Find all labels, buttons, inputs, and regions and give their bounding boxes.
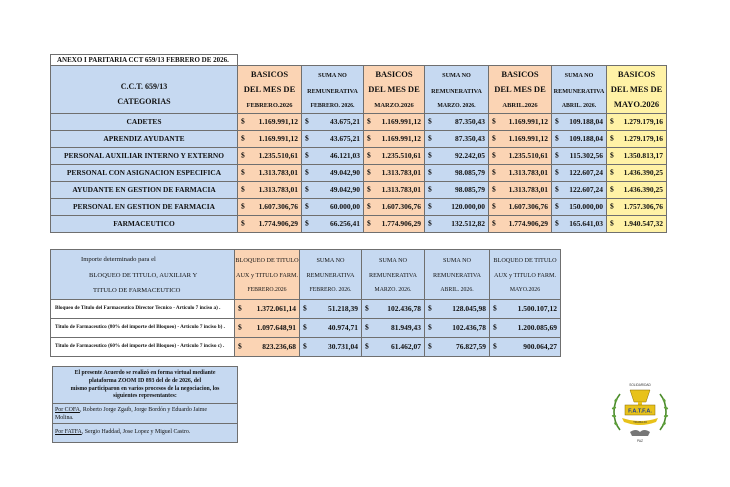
logo-bottom-text: PAZ (637, 439, 643, 443)
amount-value: 132.512,82 (451, 218, 485, 228)
salary-cell (364, 182, 425, 199)
category-name: CADETES (51, 114, 238, 131)
column-header-line: SUMA NO (316, 257, 345, 264)
table-row (51, 319, 561, 338)
amount-value: 109.188,04 (569, 116, 603, 126)
currency-symbol: $ (428, 322, 432, 332)
currency-symbol: $ (428, 184, 432, 194)
salary-cell (425, 199, 489, 216)
amount-value: 30.731,04 (328, 341, 358, 351)
currency-symbol: $ (241, 133, 245, 143)
currency-symbol: $ (365, 341, 369, 351)
column-header-line: MARZO. 2026. (374, 287, 412, 294)
salary-cell (238, 131, 302, 148)
amount-value: 49.042,90 (330, 167, 360, 177)
logo-top-text: SOLIDARIDAD (629, 383, 651, 387)
amount-value: 1.940.547,32 (623, 218, 664, 228)
column-header (238, 66, 302, 114)
category-name: AYUDANTE EN GESTION DE FARMACIA (51, 182, 238, 199)
column-header-line: MARZO. 2026. (437, 103, 476, 110)
amount-value: 49.042,90 (330, 184, 360, 194)
column-header-line: REMUNERATIVA (306, 272, 355, 280)
salary-cell (552, 165, 607, 182)
amount-value: 98.085,79 (455, 184, 485, 194)
column-header-line: FEBRERO.2026 (247, 287, 287, 294)
column-header-line: DEL MES DE (610, 83, 663, 94)
currency-symbol: $ (305, 116, 309, 126)
amount-cell (300, 338, 362, 357)
column-header-line: BASICOS (501, 69, 539, 79)
table-row (51, 216, 667, 233)
amount-cell (235, 319, 300, 338)
currency-symbol: $ (238, 303, 242, 313)
amount-value: 1.169.991,12 (258, 116, 298, 126)
currency-symbol: $ (367, 201, 371, 211)
salary-cell (607, 131, 667, 148)
salary-table (50, 54, 667, 233)
amount-value: 1.313.783,01 (508, 184, 548, 194)
column-header-line: AUX y TITULO FARM. (494, 272, 556, 280)
salary-cell (364, 131, 425, 148)
salary-cell (302, 131, 364, 148)
salary-cell (489, 165, 552, 182)
amount-cell (362, 300, 425, 319)
salary-cell (238, 148, 302, 165)
categories-header (51, 66, 238, 114)
currency-symbol: $ (555, 167, 559, 177)
amount-value: 1.774.906,29 (381, 218, 421, 228)
amount-cell (490, 319, 561, 338)
salary-cell (364, 148, 425, 165)
salary-cell (552, 131, 607, 148)
salary-cell (552, 114, 607, 131)
salary-cell (607, 148, 667, 165)
amount-cell (235, 338, 300, 357)
currency-symbol: $ (238, 341, 242, 351)
amount-value: 1.313.783,01 (508, 167, 548, 177)
amount-cell (490, 300, 561, 319)
amount-value: 1.200.085,69 (517, 322, 557, 332)
amount-value: 61.462,07 (391, 341, 421, 351)
currency-symbol: $ (555, 218, 559, 228)
amount-value: 115.302,56 (569, 150, 603, 160)
salary-cell (425, 131, 489, 148)
column-header-line: SUMA NO (442, 72, 471, 79)
currency-symbol: $ (305, 150, 309, 160)
currency-symbol: $ (365, 322, 369, 332)
fatfa-names: , Sergio Haddad, Jose Lopez y Miguel Castro. (81, 429, 191, 435)
currency-symbol: $ (367, 133, 371, 143)
amount-value: 1.313.783,01 (258, 167, 298, 177)
note-line-3: mismo participaron en varios procesos de la negociacion, los (70, 385, 220, 392)
currency-symbol: $ (303, 322, 307, 332)
salary-cell (302, 114, 364, 131)
salary-cell (425, 165, 489, 182)
amount-cell (235, 300, 300, 319)
amount-value: 823.236,68 (262, 341, 296, 351)
fatfa-representatives (53, 424, 237, 442)
salary-cell (302, 148, 364, 165)
column-header (302, 66, 364, 114)
amount-value: 1.313.783,01 (381, 167, 421, 177)
amount-value: 46.121,03 (330, 150, 360, 160)
salary-cell (302, 216, 364, 233)
amount-value: 87.350,43 (455, 133, 485, 143)
amount-value: 1.169.991,12 (258, 133, 298, 143)
column-header-line: BLOQUEO DE TITULO (493, 257, 557, 264)
currency-symbol: $ (555, 116, 559, 126)
amount-value: 128.045,98 (452, 303, 486, 313)
salary-cell (489, 216, 552, 233)
salary-cell (238, 199, 302, 216)
currency-symbol: $ (610, 218, 614, 228)
category-name: PERSONAL AUXILIAR INTERNO Y EXTERNO (51, 148, 238, 165)
column-header-line: ABRIL. 2026. (440, 287, 474, 294)
amount-value: 150.000,00 (569, 201, 603, 211)
currency-symbol: $ (492, 116, 496, 126)
fatfa-logo (608, 378, 672, 444)
amount-value: 1.279.179,16 (623, 116, 664, 126)
salary-cell (489, 199, 552, 216)
table-row (51, 338, 561, 357)
salary-cell (552, 199, 607, 216)
table-row (51, 300, 561, 319)
amount-value: 109.188,04 (569, 133, 603, 143)
currency-symbol: $ (492, 201, 496, 211)
currency-symbol: $ (305, 167, 309, 177)
amount-value: 1.097.648,91 (256, 322, 296, 332)
column-header-line: REMUNERATIVA (553, 88, 605, 96)
amount-value: 1.774.906,29 (508, 218, 548, 228)
salary-cell (425, 182, 489, 199)
amount-cell (300, 300, 362, 319)
amount-value: 92.242,05 (455, 150, 485, 160)
currency-symbol: $ (555, 201, 559, 211)
amount-value: 102.436,78 (452, 322, 486, 332)
currency-symbol: $ (305, 218, 309, 228)
column-header-line: DEL MES DE (368, 83, 420, 94)
salary-cell (302, 199, 364, 216)
note-intro (53, 367, 237, 404)
column-header-line: DEL MES DE (243, 83, 296, 94)
amount-cell (300, 319, 362, 338)
amount-value: 1.169.991,12 (508, 116, 548, 126)
amount-value: 51.218,39 (328, 303, 358, 313)
amount-value: 1.235.510,61 (381, 150, 421, 160)
column-header (425, 66, 489, 114)
salary-cell (364, 165, 425, 182)
salary-cell (489, 182, 552, 199)
currency-symbol: $ (428, 133, 432, 143)
salary-cell (489, 114, 552, 131)
title-block-header (51, 250, 235, 300)
row-description: Bloqueo de Titulo del Farmaceutico Director Tecnico - Articulo 7 inciso a) . (51, 300, 235, 319)
salary-cell (364, 114, 425, 131)
amount-value: 43.675,21 (330, 116, 360, 126)
column-header-line: DEL MES DE (494, 83, 546, 94)
currency-symbol: $ (428, 150, 432, 160)
column-header-line: FEBRERO.2026 (246, 101, 293, 109)
currency-symbol: $ (305, 184, 309, 194)
currency-symbol: $ (303, 341, 307, 351)
amount-value: 1.235.510,61 (258, 150, 298, 160)
currency-symbol: $ (241, 167, 245, 177)
amount-value: 1.235.510,61 (508, 150, 548, 160)
currency-symbol: $ (305, 201, 309, 211)
currency-symbol: $ (555, 150, 559, 160)
currency-symbol: $ (428, 201, 432, 211)
salary-cell (425, 216, 489, 233)
amount-value: 1.279.179,16 (623, 133, 664, 143)
currency-symbol: $ (241, 150, 245, 160)
title-block-table (50, 249, 561, 357)
amount-value: 1.313.783,01 (258, 184, 298, 194)
currency-symbol: $ (305, 133, 309, 143)
fatfa-label: Por FATFA (55, 429, 82, 435)
currency-symbol: $ (367, 167, 371, 177)
amount-value: 98.085,79 (455, 167, 485, 177)
amount-value: 120.000,00 (451, 201, 485, 211)
row-description: Titulo de Farmaceutico (80% del importe del Bloqueo) - Articulo 7 inciso b) . (51, 319, 235, 338)
amount-value: 66.256,41 (330, 218, 360, 228)
salary-cell (607, 114, 667, 131)
logo-ribbon-text: TRABAJO (633, 420, 647, 424)
column-header (425, 250, 490, 300)
salary-cell (364, 216, 425, 233)
salary-cell (425, 114, 489, 131)
amount-value: 81.949,43 (391, 322, 421, 332)
cct-label: C.C.T. 659/13 (120, 82, 168, 91)
column-header-line: AUX y TITULO FARM. (236, 272, 298, 280)
cofa-representatives (53, 404, 237, 424)
amount-value: 102.436,78 (387, 303, 421, 313)
amount-value: 1.350.813,17 (623, 150, 664, 160)
salary-cell (607, 216, 667, 233)
currency-symbol: $ (428, 218, 432, 228)
salary-cell (238, 114, 302, 131)
currency-symbol: $ (610, 133, 614, 143)
currency-symbol: $ (238, 322, 242, 332)
amount-value: 1.436.390,25 (623, 167, 664, 177)
amount-value: 1.372.061,14 (256, 303, 296, 313)
column-header-line: REMUNERATIVA (431, 88, 482, 96)
column-header (364, 66, 425, 114)
category-name: PERSONAL CON ASIGNACION ESPECIFICA (51, 165, 238, 182)
column-header (235, 250, 300, 300)
salary-cell (425, 148, 489, 165)
currency-symbol: $ (241, 218, 245, 228)
currency-symbol: $ (428, 116, 432, 126)
column-header-line: ABRIL.2026 (502, 101, 538, 109)
currency-symbol: $ (367, 218, 371, 228)
amount-value: 1.169.991,12 (508, 133, 548, 143)
note-line-1: El presente Acuerdo se realizó en forma virtual mediante (74, 370, 216, 376)
currency-symbol: $ (610, 116, 614, 126)
salary-cell (489, 131, 552, 148)
table-row (51, 199, 667, 216)
annex-title: ANEXO I PARITARIA CCT 659/13 FEBRERO DE 2026. (51, 55, 238, 66)
amount-value: 900.064,27 (523, 341, 557, 351)
amount-cell (362, 338, 425, 357)
currency-symbol: $ (303, 303, 307, 313)
salary-cell (364, 199, 425, 216)
column-header-line: BASICOS (375, 69, 413, 79)
amount-cell (362, 319, 425, 338)
salary-cell (552, 148, 607, 165)
currency-symbol: $ (492, 218, 496, 228)
salary-cell (552, 182, 607, 199)
column-header-line: MARZO.2026 (374, 101, 414, 109)
amount-value: 1.169.991,12 (381, 133, 421, 143)
column-header-line: BASICOS (617, 69, 656, 79)
currency-symbol: $ (367, 150, 371, 160)
column-header (300, 250, 362, 300)
amount-value: 1.500.107,12 (517, 303, 557, 313)
amount-value: 76.827,59 (456, 341, 486, 351)
currency-symbol: $ (555, 184, 559, 194)
column-header-line: FEBRERO. 2026. (309, 287, 352, 294)
amount-value: 1.607.306,76 (381, 201, 421, 211)
amount-value: 1.607.306,76 (258, 201, 298, 211)
currency-symbol: $ (367, 184, 371, 194)
column-header-line: SUMA NO (564, 72, 594, 79)
note-line-2: plataforma ZOOM ID 893 del de de 2026, del (88, 377, 202, 384)
header-line-3: TITULO DE FARMACEUTICO (93, 287, 181, 295)
column-header-line: MAYO.2026 (509, 287, 541, 294)
column-header-line: ABRIL. 2026. (561, 103, 597, 110)
amount-value: 87.350,43 (455, 116, 485, 126)
column-header-line: SUMA NO (378, 257, 408, 264)
salary-cell (607, 199, 667, 216)
amount-value: 43.675,21 (330, 133, 360, 143)
logo-center-text: F.A.T.F.A. (628, 408, 652, 415)
category-name: FARMACEUTICO (51, 216, 238, 233)
categorias-label: CATEGORIAS (117, 97, 171, 107)
salary-cell (552, 216, 607, 233)
row-description: Titulo de Farmaceutico (60% del importe del Bloqueo) - Articulo 7 inciso c) . (51, 338, 235, 357)
salary-cell (238, 216, 302, 233)
currency-symbol: $ (492, 133, 496, 143)
salary-cell (607, 165, 667, 182)
amount-value: 1.757.306,76 (623, 201, 664, 211)
amount-cell (490, 338, 561, 357)
column-header-line: FEBRERO. 2026. (310, 103, 355, 110)
currency-symbol: $ (610, 167, 614, 177)
amount-value: 1.774.906,29 (258, 218, 298, 228)
header-line-2: BLOQUEO DE TITULO, AUXILIAR Y (89, 271, 198, 279)
column-header (607, 66, 667, 114)
column-header (490, 250, 561, 300)
cofa-names-2: Molina. (55, 414, 74, 421)
amount-value: 122.607,24 (569, 184, 603, 194)
salary-cell (489, 148, 552, 165)
column-header-line: REMUNERATIVA (368, 272, 417, 280)
currency-symbol: $ (241, 201, 245, 211)
currency-symbol: $ (493, 341, 497, 351)
currency-symbol: $ (428, 303, 432, 313)
table-row (51, 114, 667, 131)
salary-cell (238, 182, 302, 199)
amount-cell (425, 300, 490, 319)
currency-symbol: $ (492, 184, 496, 194)
column-header-line: REMUNERATIVA (432, 272, 481, 280)
amount-value: 1.436.390,25 (623, 184, 664, 194)
amount-value: 1.313.783,01 (381, 184, 421, 194)
column-header-line: SUMA NO (442, 257, 472, 264)
currency-symbol: $ (492, 167, 496, 177)
amount-value: 40.974,71 (328, 322, 358, 332)
category-name: PERSONAL EN GESTION DE FARMACIA (51, 199, 238, 216)
amount-value: 122.607,24 (569, 167, 603, 177)
note-line-4: siguientes representantes: (113, 393, 177, 400)
amount-cell (425, 338, 490, 357)
table-row (51, 131, 667, 148)
currency-symbol: $ (555, 133, 559, 143)
column-header-line: MAYO.2026 (613, 98, 660, 109)
amount-value: 1.607.306,76 (508, 201, 548, 211)
column-header-line: BLOQUEO DE TITULO (235, 257, 299, 264)
column-header-line: BASICOS (250, 69, 289, 79)
currency-symbol: $ (493, 322, 497, 332)
column-header-line: SUMA NO (318, 72, 347, 79)
currency-symbol: $ (610, 201, 614, 211)
table-row (51, 148, 667, 165)
currency-symbol: $ (241, 116, 245, 126)
cofa-names: , Roberto Jorge Zgaib, Jorge Bordón y Eduardo Jaime (79, 407, 207, 413)
salary-cell (238, 165, 302, 182)
amount-value: 60.000,00 (330, 201, 360, 211)
table-row (51, 165, 667, 182)
category-name: APRENDIZ AYUDANTE (51, 131, 238, 148)
column-header (489, 66, 552, 114)
column-header (552, 66, 607, 114)
header-line-1: Importe determinado para el (81, 256, 156, 263)
currency-symbol: $ (241, 184, 245, 194)
cofa-label: Por COFA (55, 407, 80, 413)
salary-cell (302, 165, 364, 182)
currency-symbol: $ (610, 184, 614, 194)
column-header (362, 250, 425, 300)
currency-symbol: $ (428, 167, 432, 177)
amount-value: 165.641,03 (569, 218, 603, 228)
amount-cell (425, 319, 490, 338)
column-header-line: REMUNERATIVA (307, 88, 358, 96)
currency-symbol: $ (367, 116, 371, 126)
currency-symbol: $ (493, 303, 497, 313)
salary-cell (607, 182, 667, 199)
salary-cell (302, 182, 364, 199)
table-row (51, 182, 667, 199)
amount-value: 1.169.991,12 (381, 116, 421, 126)
currency-symbol: $ (428, 341, 432, 351)
currency-symbol: $ (492, 150, 496, 160)
agreement-note (52, 366, 238, 443)
currency-symbol: $ (365, 303, 369, 313)
currency-symbol: $ (610, 150, 614, 160)
